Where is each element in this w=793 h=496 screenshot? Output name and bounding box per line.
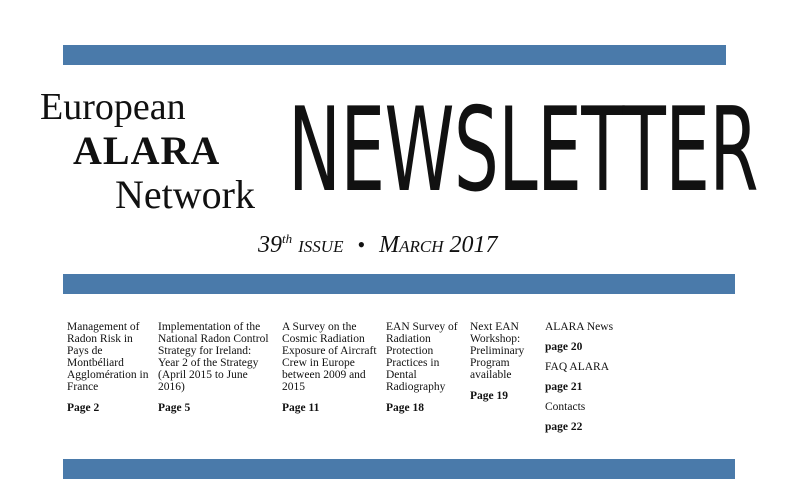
toc-item-title: Management of Radon Risk in Pays de Montbéliard Agglomération in France [67,321,149,393]
toc-side-list [545,321,613,441]
issue-word: issue [298,232,344,258]
toc-item-title: A Survey on the Cosmic Radiation Exposure of Aircraft Crew in Europe between 2009 and 2015 [282,321,377,393]
toc-item[interactable] [67,321,149,414]
middle-color-bar [63,274,735,294]
toc-item[interactable] [282,321,377,414]
toc-item-title: Next EAN Workshop: Preliminary Program available [470,321,525,381]
toc-item-page: Page 5 [158,402,191,414]
side-item-contacts[interactable]: Contacts [545,401,586,413]
toc-item-title: EAN Survey of Radiation Protection Practices in Dental Radiography [386,321,458,393]
masthead-alara: ALARA [73,128,221,173]
bottom-color-bar [63,459,735,479]
side-item-page: page 22 [545,421,583,433]
toc-item[interactable] [386,321,462,414]
toc-item[interactable] [158,321,274,414]
issue-separator: • [357,232,366,257]
issue-month: March [379,232,444,258]
toc-item-page: Page 19 [470,390,509,402]
toc-item-page: Page 11 [282,402,320,414]
masthead-european: European [40,86,186,128]
issue-number: 39 [258,232,282,258]
toc-item-page: Page 2 [67,402,100,414]
side-item-page: page 20 [545,341,583,353]
toc-item[interactable] [470,321,540,402]
side-item-page: page 21 [545,381,583,393]
side-item-alara-news[interactable]: ALARA News [545,321,614,333]
masthead-network: Network [115,172,255,217]
issue-year: 2017 [449,232,498,258]
top-color-bar [63,45,726,65]
newsletter-title: NEWSLETTER [288,82,759,218]
toc-item-title: Implementation of the National Radon Control Strategy for Ireland: Year 2 of the Strategy (April 2015 to June 2016) [158,321,269,393]
toc-item-page: Page 18 [386,402,425,414]
issue-suffix: th [282,231,293,246]
side-item-faq[interactable]: FAQ ALARA [545,361,610,373]
issue-line [258,232,498,257]
